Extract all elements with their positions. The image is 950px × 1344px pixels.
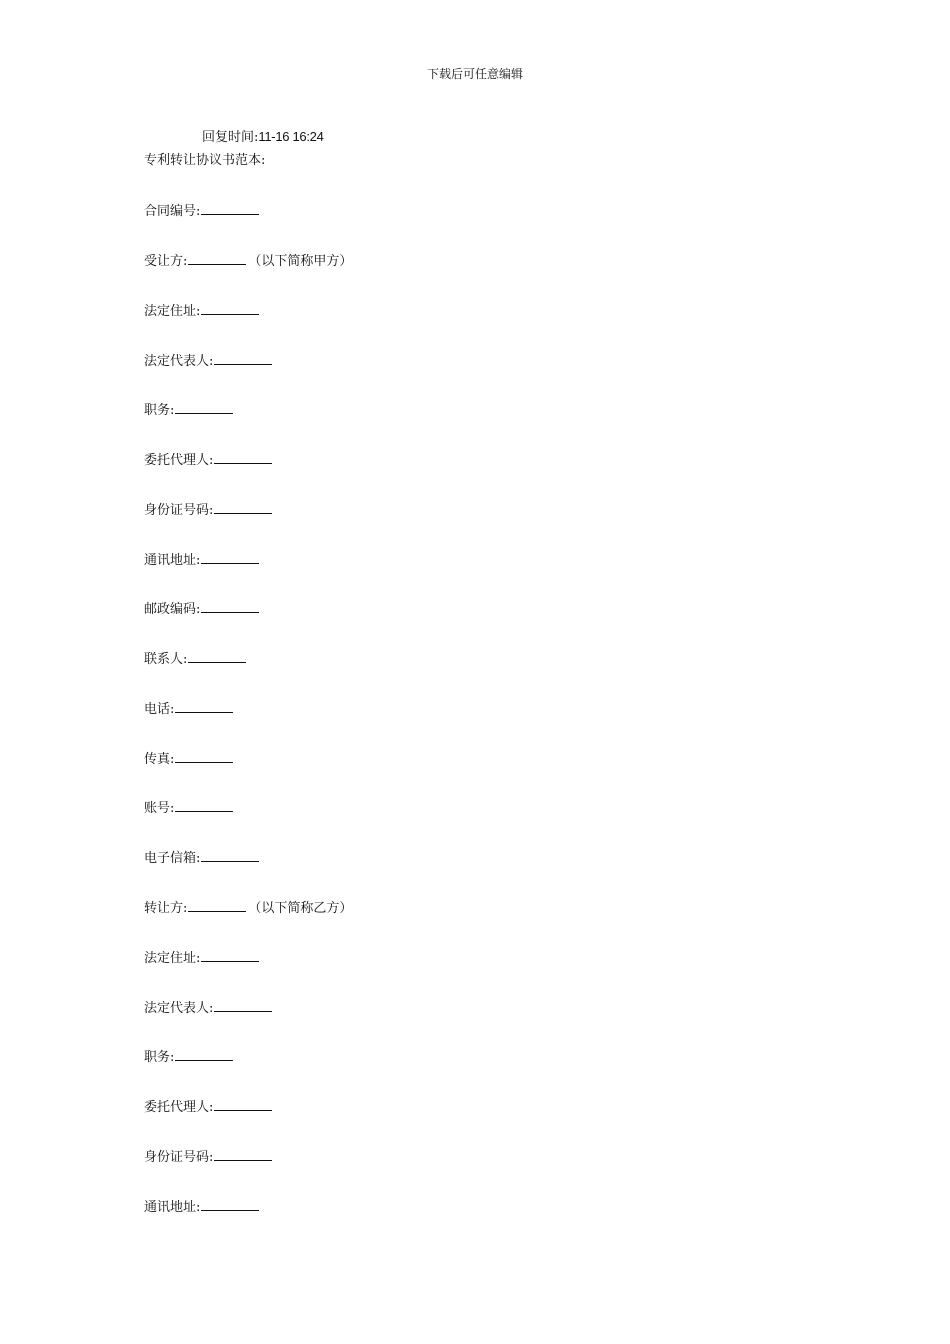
field-assignee-id-number: [144, 501, 274, 520]
field-assignor-mailing-address: [144, 1198, 261, 1217]
fill-in-blank: [201, 1198, 259, 1211]
field-suffix: （以下简称乙方）: [248, 901, 353, 916]
field-label: 通讯地址:: [144, 553, 201, 568]
reply-time: [202, 128, 324, 147]
field-assignee-position: [144, 401, 235, 420]
field-assignee-address: [144, 302, 261, 321]
field-label: 转让方:: [144, 901, 188, 916]
fill-in-blank: [188, 899, 246, 912]
field-assignee-phone: [144, 700, 235, 719]
field-label: 邮政编码:: [144, 602, 201, 617]
fill-in-blank: [201, 551, 259, 564]
field-label: 通讯地址:: [144, 1200, 201, 1215]
field-label: 法定代表人:: [144, 354, 214, 369]
field-assignor: [144, 899, 352, 918]
fill-in-blank: [214, 1148, 272, 1161]
field-label: 法定住址:: [144, 304, 201, 319]
field-label: 合同编号:: [144, 204, 201, 219]
field-label: 传真:: [144, 752, 175, 767]
fill-in-blank: [201, 302, 259, 315]
field-label: 联系人:: [144, 652, 188, 667]
field-label: 账号:: [144, 801, 175, 816]
field-assignor-address: [144, 949, 261, 968]
field-label: 委托代理人:: [144, 1100, 214, 1115]
field-label: 职务:: [144, 1050, 175, 1065]
field-assignee-contact: [144, 650, 248, 669]
fill-in-blank: [201, 849, 259, 862]
field-assignee-mailing-address: [144, 551, 261, 570]
field-label: 电子信箱:: [144, 851, 201, 866]
field-label: 职务:: [144, 403, 175, 418]
fill-in-blank: [188, 650, 246, 663]
field-assignee-email: [144, 849, 261, 868]
field-assignee-agent: [144, 451, 274, 470]
fill-in-blank: [188, 252, 246, 265]
fill-in-blank: [175, 401, 233, 414]
reply-time-label: 回复时间:: [202, 130, 259, 145]
fill-in-blank: [201, 600, 259, 613]
field-label: 委托代理人:: [144, 453, 214, 468]
field-assignee-postal-code: [144, 600, 261, 619]
field-assignor-legal-rep: [144, 999, 274, 1018]
fill-in-blank: [214, 1098, 272, 1111]
field-suffix: （以下简称甲方）: [248, 254, 353, 269]
fill-in-blank: [175, 799, 233, 812]
fill-in-blank: [214, 999, 272, 1012]
fill-in-blank: [214, 501, 272, 514]
document-title: 专利转让协议书范本:: [144, 153, 266, 168]
field-label: 身份证号码:: [144, 1150, 214, 1165]
fill-in-blank: [201, 202, 259, 215]
field-assignee-fax: [144, 750, 235, 769]
fill-in-blank: [214, 352, 272, 365]
field-label: 受让方:: [144, 254, 188, 269]
reply-time-value: 11-16 16:24: [258, 129, 324, 144]
field-assignee: [144, 252, 352, 271]
header-note: 下载后可任意编辑: [426, 67, 523, 81]
field-contract-number: [144, 202, 261, 221]
field-label: 电话:: [144, 702, 175, 717]
fill-in-blank: [175, 700, 233, 713]
fill-in-blank: [175, 750, 233, 763]
field-assignor-agent: [144, 1098, 274, 1117]
field-assignor-position: [144, 1048, 235, 1067]
field-assignor-id-number: [144, 1148, 274, 1167]
fill-in-blank: [201, 949, 259, 962]
field-assignee-legal-rep: [144, 352, 274, 371]
field-label: 法定住址:: [144, 951, 201, 966]
field-label: 身份证号码:: [144, 503, 214, 518]
field-assignee-account: [144, 799, 235, 818]
fill-in-blank: [175, 1048, 233, 1061]
fill-in-blank: [214, 451, 272, 464]
field-label: 法定代表人:: [144, 1001, 214, 1016]
